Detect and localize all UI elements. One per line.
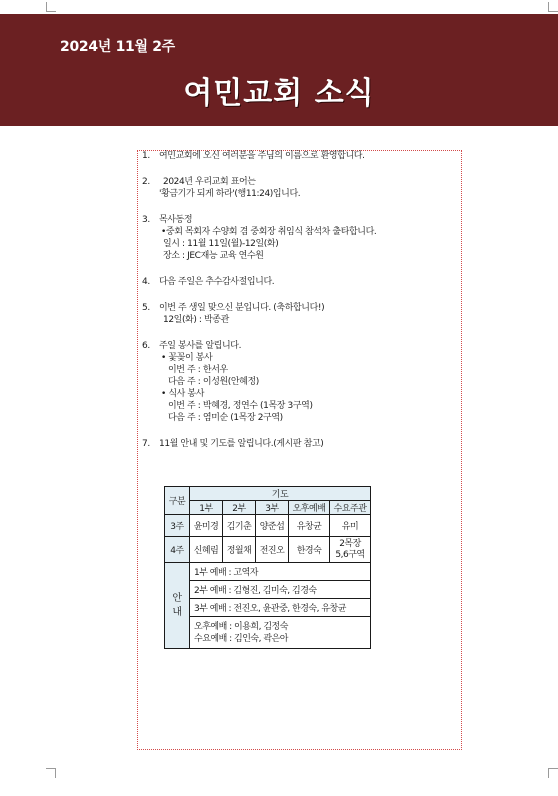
item-line: 이번 주 : 박혜경, 정연수 (1목장 3구역) [168, 401, 313, 411]
announcement-item [142, 340, 442, 424]
item-line: 11월 안내 및 기도를 알립니다.(게시판 참고) [159, 439, 324, 449]
announcement-item [142, 176, 442, 200]
row-label: 4주 [165, 537, 190, 563]
table-row [165, 537, 371, 563]
item-number: 6. [142, 341, 150, 351]
item-line: 12일(화) : 박종관 [163, 315, 229, 325]
crop-mark-bottom-right [548, 768, 558, 778]
header-title: 여민교회 소식 [183, 76, 375, 111]
table-header-gubun: 구분 [165, 487, 190, 515]
crop-mark-top-right [548, 2, 558, 12]
header-week: 2024년 11월 2주 [60, 39, 175, 55]
item-number: 1. [142, 151, 150, 161]
guide-line: 2부 예배 : 김형진, 김미숙, 김경숙 [190, 581, 371, 599]
table-header-col: 2부 [223, 501, 256, 515]
table-cell: 김기춘 [223, 515, 256, 537]
item-number: 5. [142, 303, 150, 313]
table-cell: 유미 [330, 515, 371, 537]
announcement-item [142, 302, 442, 326]
announcement-item [142, 214, 442, 262]
item-line: • 식사 봉사 [161, 389, 205, 399]
table-row [165, 515, 371, 537]
item-line: 다음 주일은 추수감사절입니다. [159, 277, 275, 287]
item-number: 4. [142, 277, 150, 287]
table-cell: 2목장 5,6구역 [330, 537, 371, 563]
table-header-col: 오후예배 [289, 501, 330, 515]
item-line: 이번 주 : 한서우 [168, 365, 228, 375]
table-cell: 전진오 [256, 537, 289, 563]
item-line: 2024년 우리교회 표어는 [163, 177, 256, 187]
crop-mark-bottom-left [46, 768, 56, 778]
item-line: •중회 목회자 수양회 겸 중회장 취임식 참석차 출타합니다. [161, 227, 377, 237]
item-line: 다음 주 : 염미순 (1목장 2구역) [168, 413, 283, 423]
table-cell: 정월채 [223, 537, 256, 563]
table-header-col: 3부 [256, 501, 289, 515]
item-line: '황금기가 되게 하라'(행11:24)입니다. [159, 189, 301, 199]
item-line: 이번 주 생일 맞으신 분입니다. (축하합니다!) [159, 303, 325, 313]
guide-line: 1부 예배 : 고역자 [190, 563, 371, 581]
announcement-list [142, 150, 442, 464]
guide-line: 3부 예배 : 전진오, 윤관중, 한경숙, 유창균 [190, 599, 371, 617]
table-header-group: 기도 [190, 487, 371, 501]
item-line: 목사동정 [159, 215, 193, 225]
item-line: 일시 : 11월 11일(월)-12일(화) [163, 239, 279, 249]
table-cell: 한경숙 [289, 537, 330, 563]
item-line: • 꽃꽂이 봉사 [161, 353, 213, 363]
crop-mark-top-left [46, 2, 56, 12]
guide-label-text: 안 내 [172, 592, 182, 618]
guide-line: 오후예배 : 이용희, 김정숙 수요예배 : 김인숙, 곽은아 [190, 617, 371, 649]
item-number: 2. [142, 177, 150, 187]
item-line: 여민교회에 오신 여러분을 주님의 이름으로 환영합니다. [159, 151, 365, 161]
table-header-col: 수요주관 [330, 501, 371, 515]
item-line: 장소 : JEC재능 교육 연수원 [163, 251, 264, 261]
table-header-col: 1부 [190, 501, 223, 515]
item-line: 다음 주 : 이성원(안혜정) [168, 377, 259, 387]
table-cell: 유창균 [289, 515, 330, 537]
row-label: 3주 [165, 515, 190, 537]
table-cell: 윤미경 [190, 515, 223, 537]
prayer-schedule-table [164, 486, 371, 649]
announcement-item [142, 276, 442, 288]
announcement-item [142, 438, 442, 450]
header-banner [0, 14, 558, 126]
item-line: 주일 봉사를 알립니다. [159, 341, 242, 351]
table-cell: 양준섭 [256, 515, 289, 537]
guide-label [165, 563, 190, 649]
announcement-item [142, 150, 442, 162]
item-number: 7. [142, 439, 150, 449]
item-number: 3. [142, 215, 150, 225]
table-cell: 신혜림 [190, 537, 223, 563]
